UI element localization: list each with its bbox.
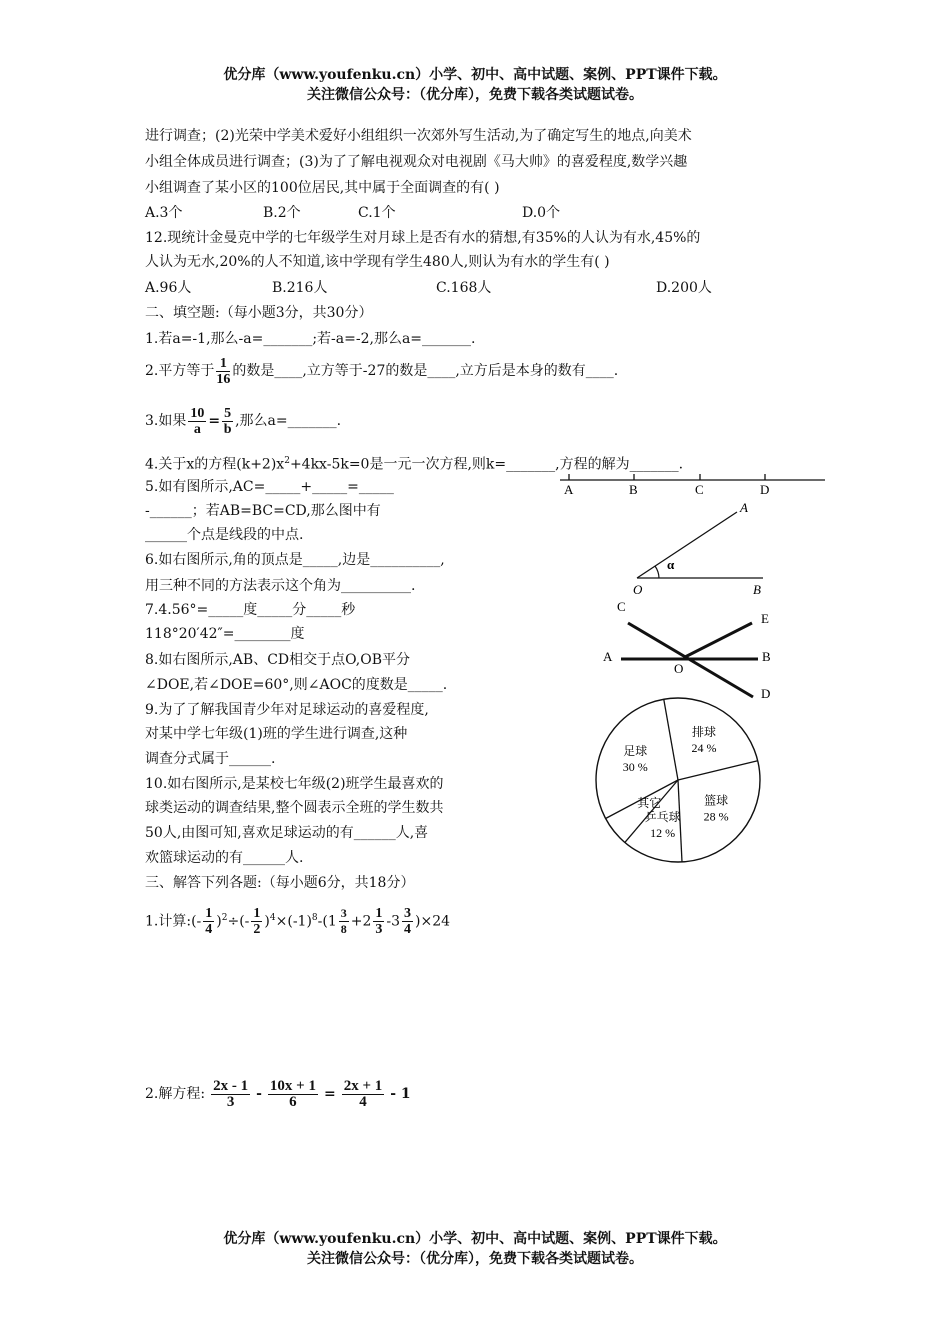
pie-slice-label: 乒乓球	[644, 810, 681, 825]
pie-slice-value: 28 %	[703, 809, 729, 824]
pie-slice-value: 12 %	[650, 826, 676, 841]
fill-8-line-2: ∠DOE,若∠DOE=60°,则∠AOC的度数是_____.	[145, 677, 448, 693]
point-label: C	[695, 482, 704, 497]
pie-slice-label: 排球	[692, 725, 717, 740]
ray-label-b: B	[753, 582, 761, 597]
fill-9-line-1: 9.为了了解我国青少年对足球运动的喜爱程度,	[145, 702, 429, 718]
section-2-title: 二、填空题:（每小题3分，共30分）	[145, 305, 373, 321]
pie-slice-value: 30 %	[622, 760, 648, 775]
fill-10-line-1: 10.如右图所示,是某校七年级(2)班学生最喜欢的	[145, 776, 444, 792]
q12-option-d: D.200人	[656, 280, 712, 296]
pie-slice-boundary	[678, 761, 758, 780]
fill-7-line-1: 7.4.56°=_____度_____分_____秒	[145, 602, 356, 618]
pie-slice-value: 24 %	[691, 741, 717, 756]
fill-1: 1.若a=-1,那么-a=_______;若-a=-2,那么a=_______.	[145, 331, 476, 347]
q12-option-c: C.168人	[436, 280, 492, 296]
fill-6-line-2: 用三种不同的方法表示这个角为__________.	[145, 578, 416, 594]
line-segment-figure	[555, 470, 830, 500]
fill-8-line-1: 8.如右图所示,AB、CD相交于点O,OB平分	[145, 652, 411, 668]
q11-line-1: 进行调查；(2)光荣中学美术爱好小组组织一次郊外写生活动,为了确定写生的地点,向美术	[145, 128, 692, 144]
angle-figure	[625, 500, 775, 600]
vertex-label: O	[633, 582, 643, 597]
pie-slice-label: 其它	[637, 796, 662, 811]
alpha-label: α	[667, 557, 675, 572]
header-line-2: 关注微信公众号：（优分库），免费下载各类试题试卷。	[307, 87, 643, 103]
fill-3: 3.如果 $\frac{10}{a}$ = $\frac{5}{b}$ ,那么a=_______.	[145, 405, 342, 437]
point-label: D	[760, 482, 770, 497]
fraction-10-a: $\frac{10}{a}$	[190, 405, 205, 437]
q11-option-a: A.3个	[145, 205, 183, 221]
q11-line-2: 小组全体成员进行调查；(3)为了了解电视观众对电视剧《马大帅》的喜爱程度,数学兴趣	[145, 154, 688, 170]
point-label: E	[761, 611, 769, 626]
fill-2: 2.平方等于 $\frac{1}{16}$ 的数是____,立方等于-27的数是____,立方后是本身的数有____.	[145, 355, 619, 387]
solve-1: 1.计算:(- $\frac{1}{4}$ )$^2$÷(- $\frac{1}{2}$ )$^4\times(-1)^8-(1$ $\frac{3}{8}$ +2 $\frac{1}{3}$ -3 $\frac{3}{4}$ )×24	[145, 906, 451, 938]
fill-5-line-3: ______个点是线段的中点.	[145, 527, 304, 543]
fill-7-line-2: 118°20′42″=________度	[145, 626, 305, 642]
section-3-title: 三、解答下列各题:（每小题6分，共18分）	[145, 875, 415, 891]
point-label: D	[761, 686, 771, 701]
ray-label-a: A	[740, 500, 748, 515]
solve-2: 2.解方程: $\frac{2x - 1}{3}$ - $\frac{10x + 1}{6}$ = $\frac{2x + 1}{4}$ - 1	[145, 1077, 411, 1110]
footer-line-1: 优分库（www.youfenku.cn）小学、初中、高中试题、案例、PPT课件下载。	[223, 1231, 727, 1247]
point-label: C	[617, 599, 626, 614]
fill-5-line-1: 5.如有图所示,AC=_____+_____=_____	[145, 479, 394, 495]
q12-line-2: 人认为无水,20%的人不知道,该中学现有学生480人,则认为有水的学生有( )	[145, 254, 610, 270]
point-label: A	[603, 649, 613, 664]
fill-10-line-4: 欢篮球运动的有______人.	[145, 850, 304, 866]
point-label: B	[762, 649, 771, 664]
q12-option-a: A.96人	[145, 280, 192, 296]
footer-line-2: 关注微信公众号：（优分库），免费下载各类试题试卷。	[307, 1251, 643, 1267]
q11-option-b: B.2个	[263, 205, 301, 221]
header-line-1: 优分库（www.youfenku.cn）小学、初中、高中试题、案例、PPT课件下载。	[223, 67, 727, 83]
point-label: O	[674, 661, 684, 676]
fill-9-line-3: 调查分式属于______.	[145, 751, 276, 767]
fill-10-line-3: 50人,由图可知,喜欢足球运动的有______人,喜	[145, 825, 429, 841]
fill-5-line-2: -______；若AB=BC=CD,那么图中有	[145, 503, 381, 519]
pie-slice-label: 足球	[623, 744, 648, 759]
fraction-5-b: $\frac{5}{b}$	[223, 405, 232, 437]
fill-10-line-2: 球类运动的调查结果,整个圆表示全班的学生数共	[145, 800, 444, 816]
pie-chart	[588, 697, 768, 867]
fraction-1-16: $\frac{1}{16}$	[216, 355, 231, 387]
q11-option-c: C.1个	[358, 205, 396, 221]
pie-slice-boundary	[664, 699, 678, 780]
intersecting-lines-figure	[595, 595, 795, 705]
q11-line-3: 小组调查了某小区的100位居民,其中属于全面调查的有( )	[145, 180, 500, 196]
q12-option-b: B.216人	[272, 280, 328, 296]
point-label: B	[629, 482, 638, 497]
pie-slice-label: 篮球	[704, 793, 729, 808]
q12-line-1: 12.现统计金曼克中学的七年级学生对月球上是否有水的猜想,有35%的人认为有水,45%的	[145, 230, 701, 246]
fill-9-line-2: 对某中学七年级(1)班的学生进行调查,这种	[145, 726, 408, 742]
fill-4: 4.关于x的方程$(k+2)x^2+4kx-5k=0$是一元一次方程,则k=_______,方程的解为_______.	[145, 456, 684, 473]
fill-6-line-1: 6.如右图所示,角的顶点是_____,边是__________,	[145, 552, 445, 568]
point-label: A	[564, 482, 574, 497]
q11-option-d: D.0个	[522, 205, 561, 221]
